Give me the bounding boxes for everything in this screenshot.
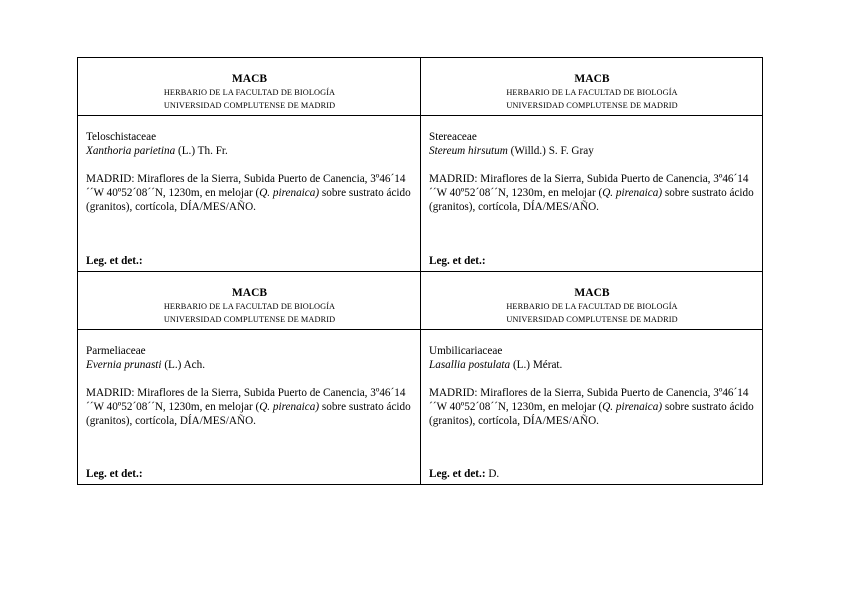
label-header [421, 272, 763, 330]
label-body [78, 116, 421, 214]
herbarium-label-umbilicariaceae [420, 271, 763, 485]
herbarium-university: UNIVERSIDAD COMPLUTENSE DE MADRID [163, 101, 336, 110]
herbarium-faculty: HERBARIO DE LA FACULTAD DE BIOLOGÍA [163, 302, 336, 311]
locality-text [429, 386, 763, 428]
herbarium-university: UNIVERSIDAD COMPLUTENSE DE MADRID [506, 101, 678, 110]
locality-part-b: sobre sustrato ácido (granitos), cortícola, DÍA/MES/AÑO. [429, 401, 754, 427]
herbarium-acronym: MACB [231, 73, 268, 85]
locality-text [86, 172, 421, 214]
herbarium-faculty: HERBARIO DE LA FACULTAD DE BIOLOGÍA [163, 88, 336, 97]
leg-et-det [86, 254, 143, 268]
locality-part-b: sobre sustrato ácido (granitos), cortícola, DÍA/MES/AÑO. [86, 401, 411, 427]
family-name: Teloschistaceae [86, 131, 157, 143]
label-body [78, 330, 421, 428]
herbarium-acronym: MACB [574, 287, 610, 299]
leg-et-det-label: Leg. et det.: [429, 255, 486, 267]
species-name: Evernia prunasti [86, 359, 162, 371]
species-name: Xanthoria parietina [86, 145, 176, 157]
locality-host: Q. pirenaica) [259, 401, 320, 413]
herbarium-label-teloschistaceae [78, 58, 421, 272]
herbarium-label-sheet [77, 57, 763, 485]
locality-part-a: MADRID: Miraflores de la Sierra, Subida Puerto de Canencia, 3º46´14´´W 40º52´08´´N, 1230m, en melojar ( [429, 173, 749, 199]
locality-part-a: MADRID: Miraflores de la Sierra, Subida Puerto de Canencia, 3º46´14´´W 40º52´08´´N, 1230m, en melojar ( [86, 173, 406, 199]
locality-text [429, 172, 763, 214]
leg-et-det [86, 467, 143, 481]
locality-part-b: sobre sustrato ácido (granitos), cortícola, DÍA/MES/AÑO. [86, 187, 411, 213]
locality-part-a: MADRID: Miraflores de la Sierra, Subida Puerto de Canencia, 3º46´14´´W 40º52´08´´N, 1230m, en melojar ( [429, 387, 749, 413]
leg-et-det-value: D. [485, 468, 500, 480]
leg-et-det [429, 254, 486, 268]
herbarium-university: UNIVERSIDAD COMPLUTENSE DE MADRID [163, 315, 336, 324]
family-name: Stereaceae [429, 131, 477, 143]
label-header [421, 58, 763, 116]
herbarium-acronym: MACB [231, 287, 268, 299]
herbarium-faculty: HERBARIO DE LA FACULTAD DE BIOLOGÍA [506, 88, 678, 97]
family-name: Umbilicariaceae [429, 345, 503, 357]
taxon-name [86, 144, 421, 158]
species-author: (L.) Mérat. [510, 359, 563, 371]
leg-et-det-label: Leg. et det.: [86, 468, 143, 480]
locality-host: Q. pirenaica) [602, 187, 663, 199]
label-body [421, 116, 763, 214]
species-author: (Willd.) S. F. Gray [507, 145, 594, 157]
herbarium-label-parmeliaceae [78, 271, 421, 485]
herbarium-faculty: HERBARIO DE LA FACULTAD DE BIOLOGÍA [506, 302, 678, 311]
label-header [78, 58, 421, 116]
locality-host: Q. pirenaica) [259, 187, 320, 199]
locality-part-a: MADRID: Miraflores de la Sierra, Subida Puerto de Canencia, 3º46´14´´W 40º52´08´´N, 1230m, en melojar ( [86, 387, 406, 413]
family-name: Parmeliaceae [86, 345, 146, 357]
leg-et-det-label: Leg. et det.: [429, 468, 486, 480]
taxon-name [429, 358, 763, 372]
herbarium-university: UNIVERSIDAD COMPLUTENSE DE MADRID [506, 315, 678, 324]
label-header [78, 272, 421, 330]
herbarium-acronym: MACB [574, 73, 610, 85]
leg-et-det-label: Leg. et det.: [86, 255, 143, 267]
locality-text [86, 386, 421, 428]
species-author: (L.) Ach. [161, 359, 206, 371]
label-body [421, 330, 763, 428]
locality-host: Q. pirenaica) [602, 401, 663, 413]
locality-part-b: sobre sustrato ácido (granitos), cortícola, DÍA/MES/AÑO. [429, 187, 754, 213]
taxon-name [429, 144, 763, 158]
taxon-name [86, 358, 421, 372]
species-name: Lasallia postulata [429, 359, 511, 371]
species-name: Stereum hirsutum [429, 145, 508, 157]
leg-et-det [429, 467, 499, 481]
species-author: (L.) Th. Fr. [175, 145, 228, 157]
herbarium-label-stereaceae [420, 58, 763, 272]
